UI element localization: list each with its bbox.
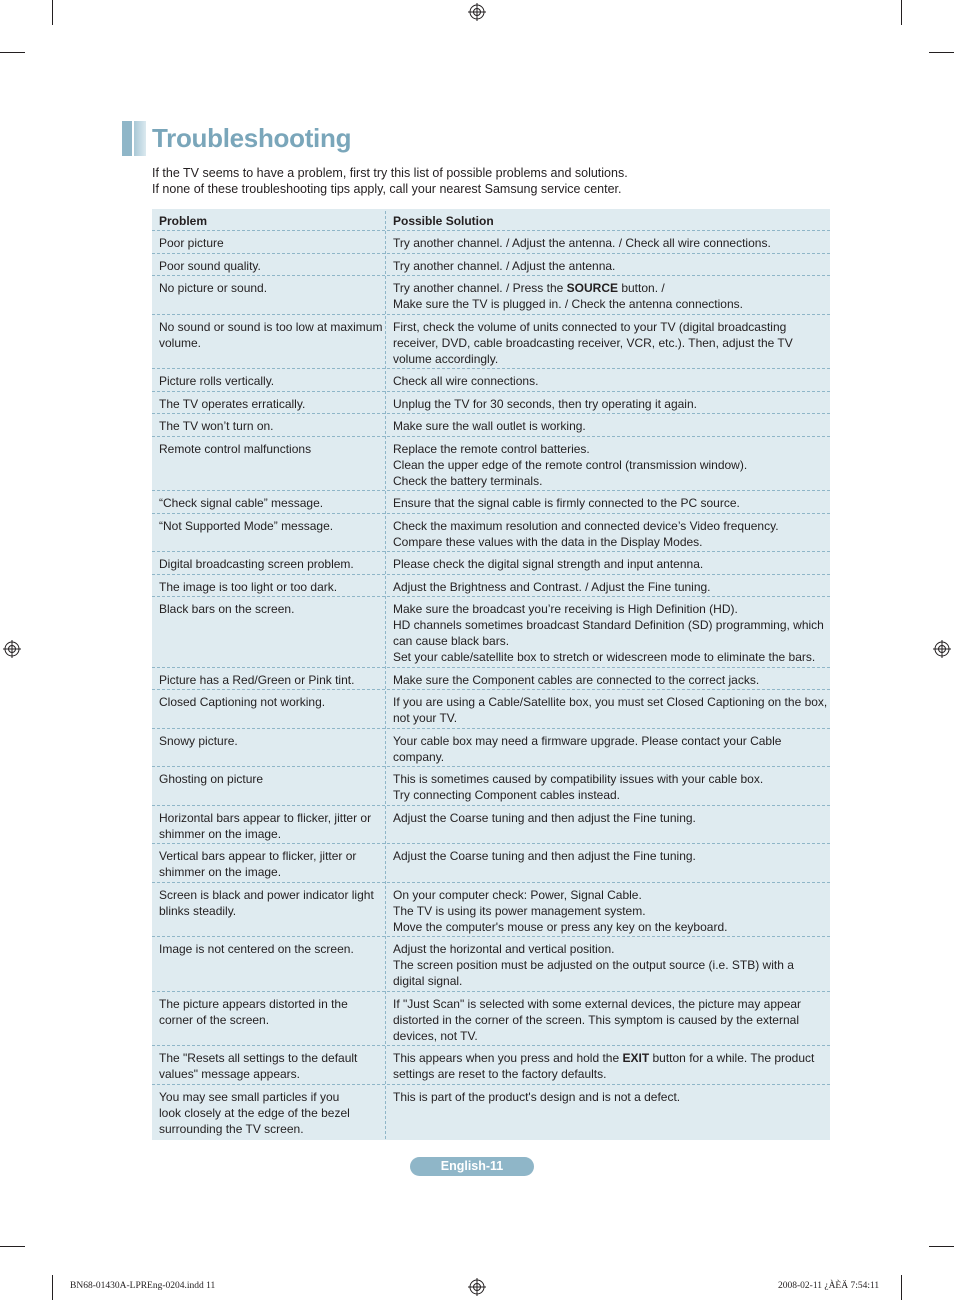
solution-text: Clean the upper edge of the remote control (transmission window). <box>393 457 748 472</box>
problem-cell <box>159 373 384 389</box>
solution-text: Make sure the wall outlet is working. <box>393 419 586 433</box>
row-separator <box>152 574 830 575</box>
solution-text: Compare these values with the data in the Display Modes. <box>393 534 703 549</box>
problem-text: You may see small particles if you <box>159 1089 340 1104</box>
problem-cell <box>159 579 384 595</box>
row-separator <box>152 728 830 729</box>
solution-cell <box>393 941 825 989</box>
problem-cell <box>159 235 384 251</box>
problem-text: shimmer on the image. <box>159 865 282 879</box>
row-separator <box>152 596 830 597</box>
registration-mark-icon <box>468 1278 486 1296</box>
row-separator <box>152 1045 830 1046</box>
solution-text: The TV is using its power management system. <box>393 903 646 918</box>
solution-text: Check all wire connections. <box>393 374 539 388</box>
solution-text: If you are using a Cable/Satellite box, you must set Closed Captioning on the box, <box>393 695 828 709</box>
solution-text: Make sure the Component cables are connected to the correct jacks. <box>393 672 760 687</box>
solution-text: Your cable box may need a firmware upgrade. Please contact your Cable <box>393 733 782 748</box>
crop-mark <box>0 1246 25 1247</box>
row-separator <box>152 689 830 690</box>
problem-text: surrounding the TV screen. <box>159 1121 304 1136</box>
solution-text: not your TV. <box>393 711 458 725</box>
solution-cell <box>393 601 825 665</box>
crop-mark <box>929 52 954 53</box>
problem-text: Picture has a Red/Green or Pink tint. <box>159 672 355 687</box>
solution-cell <box>393 848 825 864</box>
solution-text: Try connecting Component cables instead. <box>393 788 621 802</box>
problem-cell <box>159 848 384 880</box>
solution-text: This appears when you press and hold the EXIT button for a while. The product <box>393 1051 815 1065</box>
header-solution: Possible Solution <box>393 214 494 228</box>
problem-text: look closely at the edge of the bezel <box>159 1105 350 1120</box>
solution-text: Try another channel. / Adjust the antenna. <box>393 258 616 273</box>
problem-cell <box>159 495 384 511</box>
problem-text: Poor sound quality. <box>159 258 261 273</box>
problem-cell <box>159 280 384 296</box>
solution-text: can cause black bars. <box>393 634 510 648</box>
intro-line: If the TV seems to have a problem, first try this list of possible problems and solutions. <box>152 166 628 180</box>
problem-cell <box>159 258 384 274</box>
row-separator <box>152 766 830 767</box>
solution-text: distorted in the corner of the screen. This symptom is caused by the external <box>393 1012 799 1027</box>
crop-mark <box>52 0 53 25</box>
row-separator <box>152 253 830 254</box>
problem-cell <box>159 319 384 351</box>
problem-cell <box>159 556 384 572</box>
row-separator <box>152 667 830 668</box>
crop-mark <box>901 1275 902 1300</box>
footer-timestamp: 2008-02-11 ¿ÀÈÄ 7:54:11 <box>778 1281 880 1291</box>
solution-cell <box>393 556 825 572</box>
problem-text: shimmer on the image. <box>159 826 282 841</box>
crop-mark <box>52 1275 53 1300</box>
solution-text: HD channels sometimes broadcast Standard Definition (SD) programming, which <box>393 618 824 632</box>
title-accent-bar <box>134 121 146 156</box>
problem-cell <box>159 996 384 1028</box>
solution-cell <box>393 373 825 389</box>
problem-text: The TV won’t turn on. <box>159 419 274 433</box>
problem-text: Closed Captioning not working. <box>159 695 326 709</box>
solution-text: receiver, DVD, cable broadcasting receiver, VCR, etc.). Then, adjust the TV <box>393 335 793 350</box>
row-separator <box>152 991 830 992</box>
problem-text: Screen is black and power indicator light <box>159 887 374 902</box>
row-separator <box>152 413 830 414</box>
problem-text: Picture rolls vertically. <box>159 374 275 388</box>
solution-text: Adjust the Coarse tuning and then adjust the Fine tuning. <box>393 849 696 863</box>
registration-mark-icon <box>468 3 486 21</box>
solution-text: Replace the remote control batteries. <box>393 441 590 456</box>
problem-cell <box>159 441 384 457</box>
solution-text: Make sure the TV is plugged in. / Check the antenna connections. <box>393 297 743 311</box>
solution-text: Adjust the Coarse tuning and then adjust the Fine tuning. <box>393 810 696 825</box>
row-separator <box>152 490 830 491</box>
solution-text: Please check the digital signal strength and input antenna. <box>393 557 704 571</box>
solution-cell <box>393 1050 825 1082</box>
problem-cell <box>159 810 384 842</box>
solution-text: devices, not TV. <box>393 1028 478 1043</box>
problem-text: blinks steadily. <box>159 903 237 918</box>
problem-text: values" message appears. <box>159 1067 301 1081</box>
row-separator <box>152 230 830 231</box>
problem-cell <box>159 518 384 534</box>
problem-cell <box>159 887 384 919</box>
problem-text: Ghosting on picture <box>159 772 264 786</box>
problem-cell <box>159 694 384 710</box>
problem-text: “Not Supported Mode” message. <box>159 518 334 533</box>
problem-cell <box>159 396 384 412</box>
row-separator <box>152 436 830 437</box>
problem-text: Black bars on the screen. <box>159 602 295 616</box>
solution-text: This is sometimes caused by compatibility issues with your cable box. <box>393 772 764 786</box>
solution-cell <box>393 319 825 367</box>
solution-cell <box>393 733 825 765</box>
solution-text: Try another channel. / Press the SOURCE button. / <box>393 281 665 295</box>
solution-cell <box>393 418 825 434</box>
solution-text: company. <box>393 749 445 764</box>
problem-cell <box>159 672 384 688</box>
problem-cell <box>159 941 384 957</box>
registration-mark-icon <box>3 640 21 658</box>
problem-text: Poor picture <box>159 236 224 250</box>
problem-text: The "Resets all settings to the default <box>159 1051 358 1065</box>
intro-line: If none of these troubleshooting tips apply, call your nearest Samsung service center. <box>152 182 622 196</box>
problem-text: Vertical bars appear to flicker, jitter or <box>159 849 357 863</box>
row-separator <box>152 391 830 392</box>
solution-cell <box>393 1089 825 1105</box>
row-separator <box>152 882 830 883</box>
solution-cell <box>393 396 825 412</box>
solution-cell <box>393 579 825 595</box>
solution-text: If "Just Scan" is selected with some external devices, the picture may appear <box>393 996 802 1011</box>
problem-text: No sound or sound is too low at maximum <box>159 319 383 334</box>
problem-text: Remote control malfunctions <box>159 441 312 456</box>
row-separator <box>152 368 830 369</box>
solution-text: This is part of the product's design and is not a defect. <box>393 1089 681 1104</box>
problem-cell <box>159 1089 384 1137</box>
solution-text: Unplug the TV for 30 seconds, then try operating it again. <box>393 396 697 411</box>
solution-cell <box>393 280 825 312</box>
intro-text <box>152 165 628 197</box>
problem-text: The TV operates erratically. <box>159 396 306 411</box>
solution-cell <box>393 235 825 251</box>
solution-text: Check the battery terminals. <box>393 473 543 488</box>
troubleshooting-table <box>152 209 830 1140</box>
column-divider <box>385 211 386 1139</box>
solution-cell <box>393 441 825 489</box>
problem-text: The picture appears distorted in the <box>159 996 348 1011</box>
solution-cell <box>393 887 825 935</box>
solution-text: volume accordingly. <box>393 351 499 366</box>
problem-cell <box>159 733 384 749</box>
solution-cell <box>393 258 825 274</box>
page-number-badge: English-11 <box>410 1157 534 1176</box>
solution-cell <box>393 518 825 550</box>
solution-cell <box>393 996 825 1044</box>
solution-cell <box>393 771 825 803</box>
problem-text: The image is too light or too dark. <box>159 579 338 594</box>
title-accent-bar <box>122 121 132 156</box>
solution-text: Adjust the horizontal and vertical position. <box>393 942 615 956</box>
solution-cell <box>393 694 828 726</box>
solution-text: Adjust the Brightness and Contrast. / Adjust the Fine tuning. <box>393 579 711 594</box>
crop-mark <box>0 52 25 53</box>
row-separator <box>152 314 830 315</box>
row-separator <box>152 805 830 806</box>
problem-cell <box>159 601 384 617</box>
footer-file-info: BN68-01430A-LPREng-0204.indd 11 <box>70 1281 216 1291</box>
crop-mark <box>929 1246 954 1247</box>
problem-text: Digital broadcasting screen problem. <box>159 557 354 571</box>
solution-text: settings are reset to the factory defaults. <box>393 1067 607 1081</box>
problem-text: Image is not centered on the screen. <box>159 942 354 956</box>
problem-text: corner of the screen. <box>159 1012 270 1027</box>
problem-cell <box>159 1050 384 1082</box>
solution-text: digital signal. <box>393 974 463 988</box>
crop-mark <box>901 0 902 25</box>
page-title: Troubleshooting <box>152 123 352 153</box>
row-separator <box>152 936 830 937</box>
solution-cell <box>393 810 825 826</box>
solution-text: Try another channel. / Adjust the antenna. / Check all wire connections. <box>393 236 771 250</box>
header-problem: Problem <box>159 214 208 228</box>
solution-text: Ensure that the signal cable is firmly connected to the PC source. <box>393 496 740 510</box>
solution-text: Make sure the broadcast you’re receiving is High Definition (HD). <box>393 602 738 616</box>
row-separator <box>152 1084 830 1085</box>
problem-cell <box>159 771 384 787</box>
problem-text: Horizontal bars appear to flicker, jitter or <box>159 810 372 825</box>
solution-text: Move the computer's mouse or press any key on the keyboard. <box>393 919 728 934</box>
registration-mark-icon <box>933 640 951 658</box>
problem-cell <box>159 418 384 434</box>
solution-text: Set your cable/satellite box to stretch or widescreen mode to eliminate the bars. <box>393 650 816 664</box>
problem-text: volume. <box>159 335 202 350</box>
solution-cell <box>393 495 825 511</box>
row-separator <box>152 551 830 552</box>
solution-text: On your computer check: Power, Signal Cable. <box>393 887 642 902</box>
problem-text: Snowy picture. <box>159 733 238 748</box>
solution-text: Check the maximum resolution and connected device’s Video frequency. <box>393 518 779 533</box>
row-separator <box>152 275 830 276</box>
row-separator <box>152 513 830 514</box>
problem-text: No picture or sound. <box>159 281 268 295</box>
solution-text: First, check the volume of units connected to your TV (digital broadcasting <box>393 319 787 334</box>
row-separator <box>152 843 830 844</box>
problem-text: “Check signal cable” message. <box>159 496 324 510</box>
solution-cell <box>393 672 825 688</box>
solution-text: The screen position must be adjusted on the output source (i.e. STB) with a <box>393 958 794 972</box>
